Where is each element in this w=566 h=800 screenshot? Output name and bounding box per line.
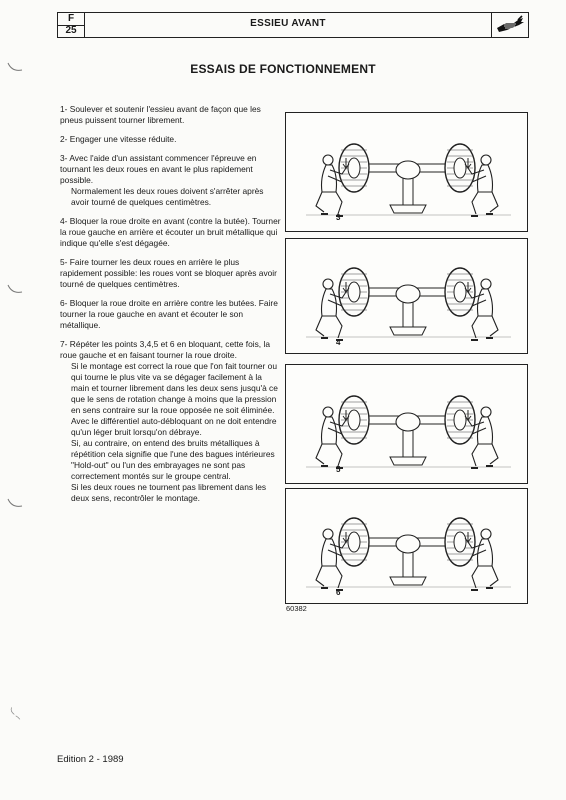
differential-housing [396,413,420,431]
figure-label: 6 [336,588,341,597]
axle-stand [390,430,426,465]
step-first-paragraph [60,257,282,290]
wheel [339,268,369,316]
step-item [60,298,282,331]
step-paragraph: Si le montage est correct la roue que l'on fait tourner ou qui tourne le plus vite va se dégager facilement à la main et tourner librement dans les deux sens jusqu'à ce que le sens de rotation change à moins que la pression en sens contraire sur la roue opposée ne soit éliminée. [71,361,278,415]
step-paragraph: Avec le différentiel auto-débloquant on ne doit entendre qu'un léger bruit lorsqu'on débraye. [71,416,277,437]
step-number: 6- [60,298,68,308]
header-title: ESSIEU AVANT [250,18,326,29]
step-first-paragraph [60,298,282,331]
differential-housing [396,161,420,179]
differential-housing [396,535,420,553]
step-item [60,134,282,145]
section-id-box [58,13,85,37]
step-first-paragraph [60,134,282,145]
wheel [445,396,475,444]
page-title: ESSAIS DE FONCTIONNEMENT [190,62,376,76]
axle-stand [390,178,426,213]
step-paragraph: Si les deux roues ne tournent pas librement dans les deux sens, recontrôler le montage. [71,482,267,503]
step-text: Engager une vitesse réduite. [69,134,177,144]
step-number: 2- [60,134,68,144]
figure-label: 3 [336,213,341,222]
differential-housing [396,285,420,303]
step-text: Répéter les points 3,4,5 et 6 en bloquant, cette fois, la roue gauche et en faisant tourner la roue droite. [60,339,270,360]
step-text: Bloquer la roue droite en avant (contre la butée). Tourner la roue gauche en arrière et écouter un bruit métallique qui indique qu'elle s'est dégagée. [60,216,281,248]
wheel [339,396,369,444]
step-paragraph: Si, au contraire, on entend des bruits métalliques à répétition cela signifie que l'une des bagues intérieures "Hold-out" ou l'un des embrayages ne sont pas correctement montés sur le groupe central. [71,438,275,481]
axle-test-illustration [286,113,527,231]
figure-label: 5 [336,465,341,474]
step-number: 3- [60,153,68,163]
punch-hole-mark [6,282,24,296]
step-item [60,153,282,208]
step-text: Soulever et soutenir l'essieu avant de façon que les pneus puissent tourner librement. [60,104,261,125]
step-text: Faire tourner les deux roues en arrière le plus rapidement possible: les roues vont se bloquer après avoir tourné de quelques centimètres. [60,257,277,289]
step-item [60,216,282,249]
hand-wrench-icon [491,13,528,37]
wheel [445,518,475,566]
step-text: Bloquer la roue droite en arrière contre les butées. Faire tourner la roue gauche en avant et écouter le son métallique. [60,298,278,330]
step-number: 5- [60,257,68,267]
step-first-paragraph [60,153,282,186]
axle-test-illustration [286,489,527,603]
step-item [60,257,282,290]
step-number: 7- [60,339,68,349]
figure-label: 4 [336,338,341,347]
step-item [60,339,282,504]
step-first-paragraph [60,216,282,249]
page-header [57,12,529,38]
figure-panel [285,488,528,604]
section-letter: F [58,13,84,26]
figure-reference: 60382 [286,604,307,613]
axle-test-illustration [286,239,527,353]
wheel [339,144,369,192]
axle-stand [390,552,426,585]
step-number: 4- [60,216,68,226]
step-item [60,104,282,126]
figure-panel [285,364,528,484]
page-number: 25 [65,25,77,36]
figure-panel [285,238,528,354]
wheel [445,268,475,316]
figure-panel [285,112,528,232]
step-first-paragraph [60,104,282,126]
punch-hole-mark [6,706,24,720]
wheel [445,144,475,192]
step-text: Avec l'aide d'un assistant commencer l'épreuve en tournant les deux roues en avant le plus rapidement possible. [60,153,257,185]
step-number: 1- [60,104,68,114]
step-paragraph: Normalement les deux roues doivent s'arrêter après avoir tourné de quelques centimètres. [71,186,264,207]
punch-hole-mark [6,496,24,510]
step-first-paragraph [60,339,282,361]
axle-test-illustration [286,365,527,483]
edition-footer: Edition 2 - 1989 [57,754,124,765]
axle-stand [390,302,426,335]
steps-list [60,104,282,512]
wheel [339,518,369,566]
